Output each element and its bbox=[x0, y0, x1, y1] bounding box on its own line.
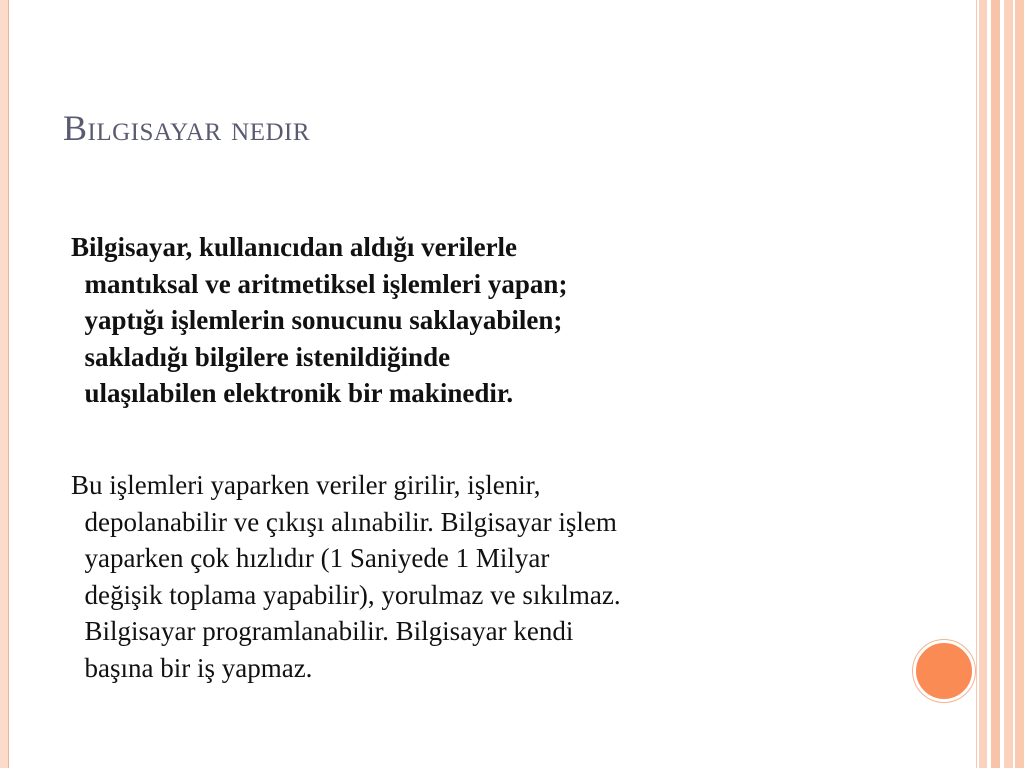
right-stripe-decoration bbox=[1004, 0, 1013, 768]
right-stripe-decoration bbox=[991, 0, 1000, 768]
right-stripe-decoration bbox=[1015, 0, 1024, 768]
slide-title: Bilgisayar nedir bbox=[63, 108, 311, 148]
description-paragraph: Bu işlemleri yaparken veriler girilir, işlenir, depolanabilir ve çıkışı alınabilir. Bilgisayar işlem yaparken çok hızlıdır (1 Saniyede 1 Milyar değişik toplama yapabilir), yorulmaz ve sıkılmaz. Bilgisayar programlanabilir. Bilgisayar kendi başına bir iş yapmaz. bbox=[71, 470, 621, 683]
left-border-decoration bbox=[0, 0, 9, 768]
orange-circle-decoration bbox=[913, 640, 975, 702]
right-stripe-decoration bbox=[979, 0, 987, 768]
definition-paragraph: Bilgisayar, kullanıcıdan aldığı verilerle mantıksal ve aritmetiksel işlemleri yapan; yaptığı işlemlerin sonucunu saklayabilen; sakladığı bilgilere istenildiğinde ulaşılabilen elektronik bir makinedir. bbox=[71, 232, 568, 408]
